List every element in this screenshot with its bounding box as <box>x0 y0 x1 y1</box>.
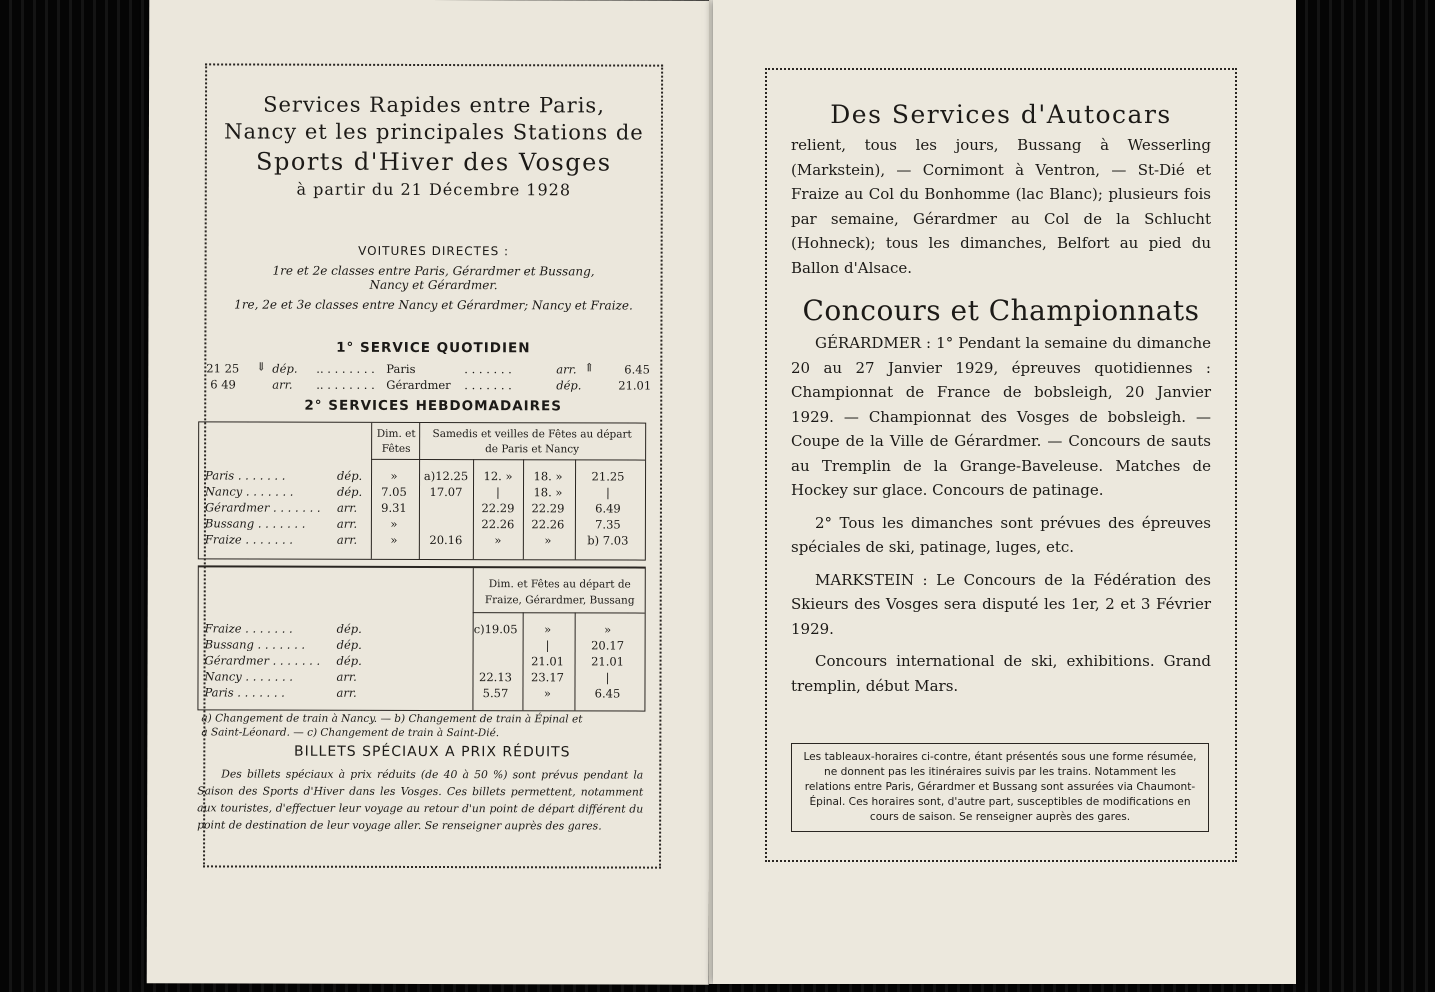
timetable-cell: 7.05 <box>381 484 407 499</box>
markstein-paragraph: MARKSTEIN : Le Concours de la Fédération des Skieurs des Vosges sera disputé les 1er, 2 et 3 Février 1929. <box>791 570 1211 638</box>
timetable-notice: Les tableaux-horaires ci-contre, étant présentés sous une forme résumée, ne donnent pas les itinéraires suivis par les trains. Notamment les relations entre Paris, Gérardmer et Bussang sont assurées via Chaumont-Épinal. Ces horaires sont, d'autre part, susceptibles de modifications en cours de saison. Se renseigner auprès des gares. <box>791 743 1209 832</box>
daily-dots-1b: . . . . . . . <box>464 362 512 377</box>
daily-time-4: 21.01 <box>618 378 652 393</box>
timetable-mark: dép. <box>336 484 363 499</box>
timetable-cell: 21.01 <box>591 654 625 669</box>
timetable-cell: 6.45 <box>594 686 621 701</box>
daily-time-1: 21 25 <box>206 361 240 376</box>
t2-col-dim: Dim. et Fêtes au départ de Fraize, Gérardmer, Bussang <box>484 578 635 607</box>
timetable-cell: | <box>606 485 610 500</box>
gerardmer-paragraph-2: 2° Tous les dimanches sont prévues des épreuves spéciales de ski, patinage, luges, etc. <box>791 513 1211 556</box>
voitures-line-2: Nancy et Gérardmer. <box>369 277 498 293</box>
t1-col-dim: Dim. et Fêtes <box>376 427 416 455</box>
autocars-text: relient, tous les jours, Bussang à Wesserling (Markstein), — Cornimont à Ventron, — St-Dié et Fraize au Col du Bonhomme (lac Blanc); plusieurs fois par semaine, Gérardmer au Col de la Schlucht (Hohneck); tous les dimanches, Belfort au pied du Ballon d'Alsace. <box>791 136 1211 277</box>
timetable-cell: 22.26 <box>531 517 565 532</box>
autocars-title: Des Services d'Autocars <box>830 100 1172 129</box>
timetable-station: Gérardmer . . . . . . . <box>204 500 321 515</box>
footnotes <box>201 711 647 740</box>
left-title-date: à partir du 21 Décembre 1928 <box>296 179 572 200</box>
timetable-mark: arr. <box>336 532 358 547</box>
left-title-big: Sports d'Hiver des Vosges <box>256 147 612 177</box>
timetable-cell: b) 7.03 <box>587 533 629 548</box>
daily-mark-3: arr. <box>272 377 293 392</box>
right-page <box>713 0 1296 984</box>
timetable-station: Bussang . . . . . . . <box>204 637 306 652</box>
timetable-mark: dép. <box>336 637 362 652</box>
daily-station-2: Gérardmer <box>386 377 451 393</box>
right-dotted-frame <box>765 68 1237 862</box>
timetable-station: Bussang . . . . . . . <box>204 516 306 531</box>
timetable-cell: » <box>544 622 552 637</box>
daily-mark-2: arr. <box>556 362 577 377</box>
daily-time-3: 6 49 <box>210 377 236 392</box>
timetable-cell: 7.35 <box>595 517 621 532</box>
daily-time-2: 6.45 <box>624 362 650 377</box>
arrow-down-icon: ⇓ <box>256 359 266 374</box>
timetable-cell: 20.16 <box>429 533 463 548</box>
timetable-station: Paris . . . . . . . <box>204 685 285 700</box>
daily-dots-2: .. . . . . . . . <box>316 377 375 392</box>
timetable-cell: 22.26 <box>481 517 515 532</box>
daily-table <box>206 359 660 393</box>
timetable-station: Nancy . . . . . . . <box>204 669 293 684</box>
timetable-cell: » <box>494 533 502 548</box>
timetable-cell: a)12.25 <box>423 468 469 484</box>
concours-paragraph: Concours international de ski, exhibitions. Grand tremplin, début Mars. <box>791 652 1211 695</box>
t1-divider <box>575 459 576 559</box>
t1-header-line <box>371 459 645 461</box>
timetable-cell: 23.17 <box>531 670 565 685</box>
gerardmer-paragraph-1: GÉRARDMER : 1° Pendant la semaine du dimanche 20 au 27 Janvier 1929, épreuves quotidiennes : Championnat de France de bobsleigh, 20 Janvier 1929. — Championnat des Vosges de bobsleigh. — Coupe de la Ville de Gérardmer. — Concours de sauts au Tremplin de la Grange-Baveleuse. Matches de Hockey sur glace. Concours de patinage. <box>791 334 1211 499</box>
timetable-cell: 20.17 <box>591 638 625 653</box>
left-title-line-1: Services Rapides entre Paris, <box>263 92 605 118</box>
timetable-mark: arr. <box>336 669 357 684</box>
timetable-cell: » <box>544 533 552 548</box>
timetable-mark: dép. <box>336 621 362 636</box>
billets-heading: BILLETS SPÉCIAUX A PRIX RÉDUITS <box>294 743 571 761</box>
weekly-heading: 2° SERVICES HEBDOMADAIRES <box>304 397 563 415</box>
timetable-cell: 9.31 <box>381 500 407 515</box>
timetable-cell: 18. » <box>533 485 563 500</box>
timetable-cell: 22.13 <box>479 670 513 685</box>
timetable-station: Nancy . . . . . . . <box>204 484 294 499</box>
timetable-cell: » <box>543 686 552 701</box>
timetable-2 <box>197 565 645 711</box>
left-title-line-2: Nancy et les principales Stations de <box>224 119 644 145</box>
timetable-station: Gérardmer . . . . . . . <box>204 653 321 668</box>
timetable-cell: 22.29 <box>531 501 565 516</box>
daily-dots-1: .. . . . . . . . <box>316 361 375 376</box>
timetable-cell: 12. » <box>483 469 513 484</box>
timetable-cell: | <box>605 670 610 685</box>
t1-col-sam: Samedis et veilles de Fêtes au départ de Paris et Nancy <box>432 428 632 456</box>
timetable-cell: » <box>604 622 612 637</box>
concours-title: Concours et Championnats <box>802 294 1200 327</box>
timetable-mark: arr. <box>336 685 357 700</box>
daily-dots-2b: . . . . . . . <box>464 378 512 393</box>
voitures-line-1: 1re et 2e classes entre Paris, Gérardmer et Bussang, <box>272 263 595 279</box>
timetable-cell: 17.07 <box>429 485 463 500</box>
timetable-1 <box>198 421 646 560</box>
daily-mark-4: dép. <box>556 378 582 393</box>
t2-header-line <box>473 612 645 613</box>
voitures-line-3: 1re, 2e et 3e classes entre Nancy et Gérardmer; Nancy et Fraize. <box>234 297 633 313</box>
left-dotted-frame <box>197 63 663 868</box>
timetable-cell: 6.49 <box>595 501 621 516</box>
timetable-station: Paris . . . . . . . <box>205 468 286 483</box>
timetable-cell: 18. » <box>533 469 563 484</box>
arrow-up-icon: ⇑ <box>584 360 594 375</box>
daily-heading: 1° SERVICE QUOTIDIEN <box>336 339 531 357</box>
billets-text: Des billets spéciaux à prix réduits (de 40 à 50 %) sont prévus pendant la Saison des Sports d'Hiver dans les Vosges. Ces billets permettent, notamment aux touristes, d'effectuer leur voyage au retour d'un point de départ différent du point de destination de leur voyage aller. Se renseigner auprès des gares. <box>197 767 644 833</box>
daily-mark-1: dép. <box>272 361 298 376</box>
timetable-mark: dép. <box>337 468 363 483</box>
timetable-cell: 5.57 <box>482 686 509 701</box>
timetable-mark: dép. <box>336 653 362 668</box>
timetable-cell: » <box>390 468 398 483</box>
voitures-heading: VOITURES DIRECTES : <box>358 243 510 259</box>
timetable-station: Fraize . . . . . . . <box>204 621 293 636</box>
footnote-1: a) Changement de train à Nancy. — b) Changement de train à Épinal et <box>201 712 583 726</box>
timetable-cell: 21.01 <box>531 654 565 669</box>
timetable-cell: c)19.05 <box>473 622 518 637</box>
left-page <box>147 0 712 985</box>
timetable-cell: 21.25 <box>591 469 625 484</box>
timetable-cell: » <box>390 532 398 547</box>
timetable-cell: | <box>496 485 500 500</box>
daily-station-1: Paris <box>386 361 416 376</box>
timetable-mark: arr. <box>336 500 358 515</box>
footnote-2: à Saint-Léonard. — c) Changement de train à Saint-Dié. <box>201 726 500 740</box>
timetable-station: Fraize . . . . . . . <box>204 532 293 547</box>
timetable-mark: arr. <box>336 516 358 531</box>
t2-divider <box>574 612 575 710</box>
timetable-cell: 22.29 <box>481 501 515 516</box>
timetable-cell: | <box>545 638 550 653</box>
timetable-cell: » <box>390 516 398 531</box>
